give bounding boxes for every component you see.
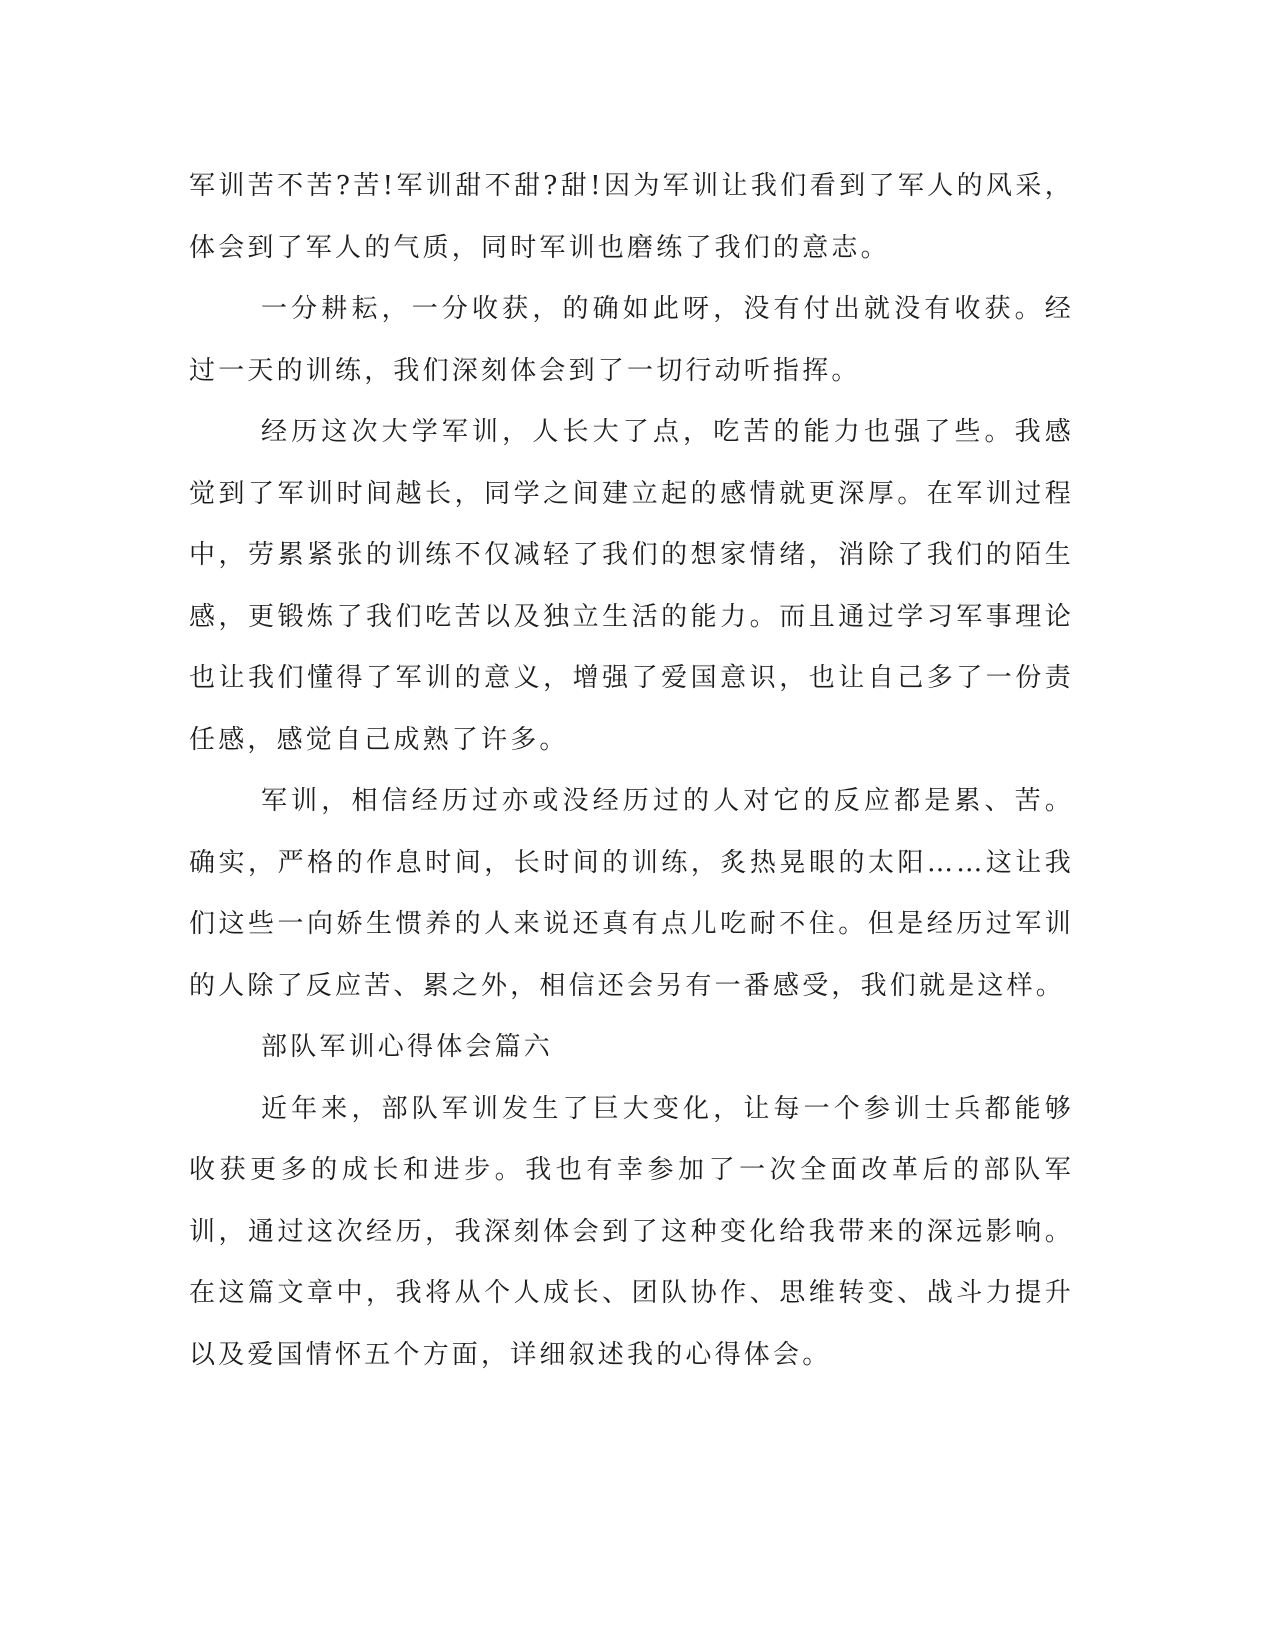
paragraph-4: 军训，相信经历过亦或没经历过的人对它的反应都是累、苦。确实，严格的作息时间，长时间的训练，炙热晃眼的太阳……这让我们这些一向娇生惯养的人来说还真有点儿吃耐不住。但是经历过军训的人除了反应苦、累之外，相信还会另有一番感受，我们就是这样。 [189,786,1074,1001]
section-heading: 部队军训心得体会篇六 [261,1032,554,1062]
paragraph-2: 一分耕耘，一分收获，的确如此呀，没有付出就没有收获。经过一天的训练，我们深刻体会到了一切行动听指挥。 [189,294,1074,386]
paragraph-3: 经历这次大学军训，人长大了点，吃苦的能力也强了些。我感觉到了军训时间越长，同学之间建立起的感情就更深厚。在军训过程中，劳累紧张的训练不仅减轻了我们的想家情绪，消除了我们的陌生感，更锻炼了我们吃苦以及独立生活的能力。而且通过学习军事理论也让我们懂得了军训的意义，增强了爱国意识，也让自己多了一份责任感，感觉自己成熟了许多。 [189,417,1074,755]
document-body [189,156,1074,1386]
paragraph-5: 近年来，部队军训发生了巨大变化，让每一个参训士兵都能够收获更多的成长和进步。我也有幸参加了一次全面改革后的部队军训，通过这次经历，我深刻体会到了这种变化给我带来的深远影响。在这篇文章中，我将从个人成长、团队协作、思维转变、战斗力提升以及爱国情怀五个方面，详细叙述我的心得体会。 [189,1093,1074,1370]
paragraph-1: 军训苦不苦?苦!军训甜不甜?甜!因为军训让我们看到了军人的风采，体会到了军人的气质，同时军训也磨练了我们的意志。 [189,171,1074,263]
